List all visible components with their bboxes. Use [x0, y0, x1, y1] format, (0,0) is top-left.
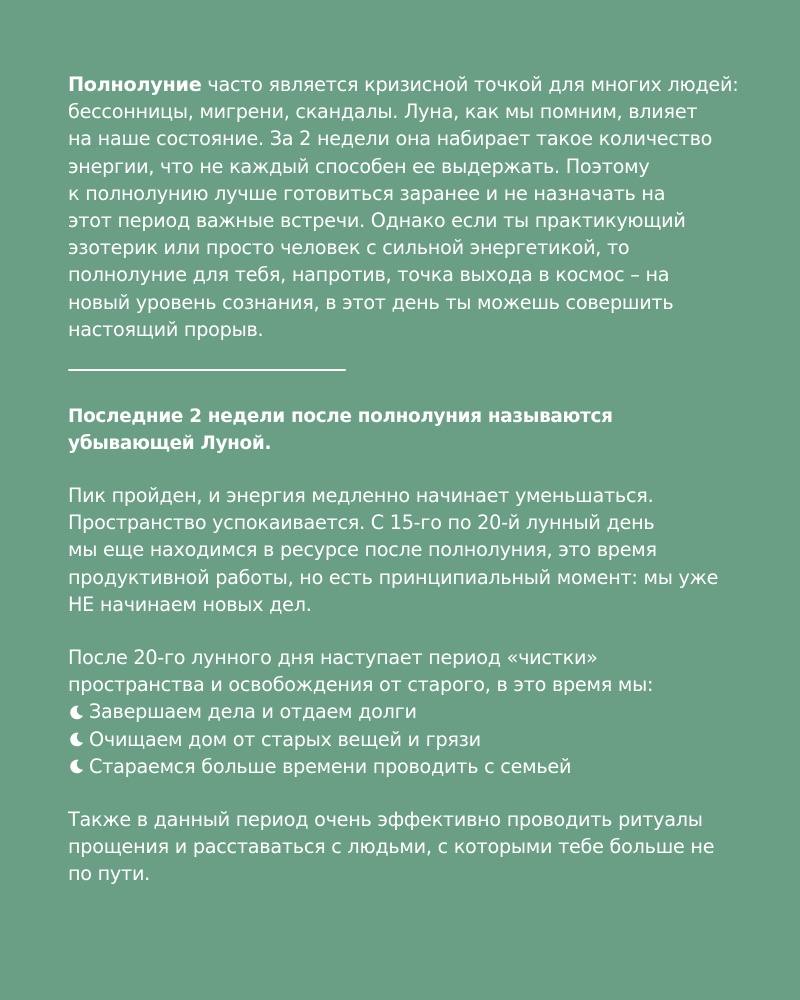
intro-line-9: новый уровень сознания, в этот день ты можешь совершить — [68, 290, 674, 314]
cleaning-bullet-list — [68, 698, 748, 780]
list-item — [68, 698, 748, 725]
heading-line-1: Последние 2 недели после полнолуния называются — [68, 406, 613, 428]
rituals-paragraph — [68, 806, 748, 888]
peak-line-3: мы еще находимся в ресурсе после полнолуния, это время — [68, 538, 657, 562]
bullet-text: Очищаем дом от старых вещей и грязи — [89, 727, 481, 751]
list-item — [68, 753, 748, 780]
list-item — [68, 726, 748, 753]
intro-line-3: на наше состояние. За 2 недели она набирает такое количество — [68, 127, 713, 151]
page-content — [68, 71, 748, 888]
bullet-text: Завершаем дела и отдаем долги — [89, 700, 417, 724]
peak-line-5: НЕ начинаем новых дел. — [68, 592, 312, 616]
crescent-moon-icon — [68, 731, 85, 748]
cleaning-line-2: пространства и освобождения от старого, в это время мы: — [68, 673, 654, 697]
cleaning-paragraph — [68, 644, 748, 698]
intro-bold-lead: Полнолуние — [68, 73, 202, 96]
intro-line-5: к полнолунию лучше готовиться заранее и не назначать на — [68, 181, 666, 205]
crescent-moon-icon — [68, 704, 85, 721]
intro-paragraph — [68, 71, 748, 343]
cleaning-section — [68, 644, 748, 780]
section-heading — [68, 403, 748, 457]
section-divider — [68, 369, 346, 371]
intro-line-7: эзотерик или просто человек с сильной энергетикой, то — [68, 236, 630, 260]
bullet-text: Стараемся больше времени проводить с семьей — [89, 754, 572, 778]
intro-line-8: полнолуние для тебя, напротив, точка выхода в космос – на — [68, 263, 670, 287]
rituals-line-1: Также в данный период очень эффективно проводить ритуалы — [68, 808, 703, 832]
peak-paragraph — [68, 482, 748, 618]
intro-line-10: настоящий прорыв. — [68, 317, 264, 341]
rituals-line-3: по пути. — [68, 862, 151, 886]
intro-line-2: бессонницы, мигрени, скандалы. Луна, как мы помним, влияет — [68, 100, 698, 124]
peak-line-1: Пик пройден, и энергия медленно начинает уменьшаться. — [68, 484, 654, 508]
heading-line-2: убывающей Луной. — [68, 433, 272, 455]
crescent-moon-icon — [68, 758, 85, 775]
intro-line-4: энергии, что не каждый способен ее выдержать. Поэтому — [68, 154, 650, 178]
intro-line-6: этот период важные встречи. Однако если ты практикующий — [68, 209, 686, 233]
intro-line-1-text: часто является кризисной точкой для многих людей: — [201, 73, 739, 96]
peak-line-4: продуктивной работы, но есть принципиальный момент: мы уже — [68, 565, 719, 589]
rituals-line-2: прощения и расставаться с людьми, с которыми тебе больше не — [68, 835, 715, 859]
cleaning-line-1: После 20-го лунного дня наступает период «чистки» — [68, 646, 598, 670]
intro-line-1 — [68, 71, 748, 98]
peak-line-2: Пространство успокаивается. С 15-го по 20-й лунный день — [68, 511, 655, 535]
